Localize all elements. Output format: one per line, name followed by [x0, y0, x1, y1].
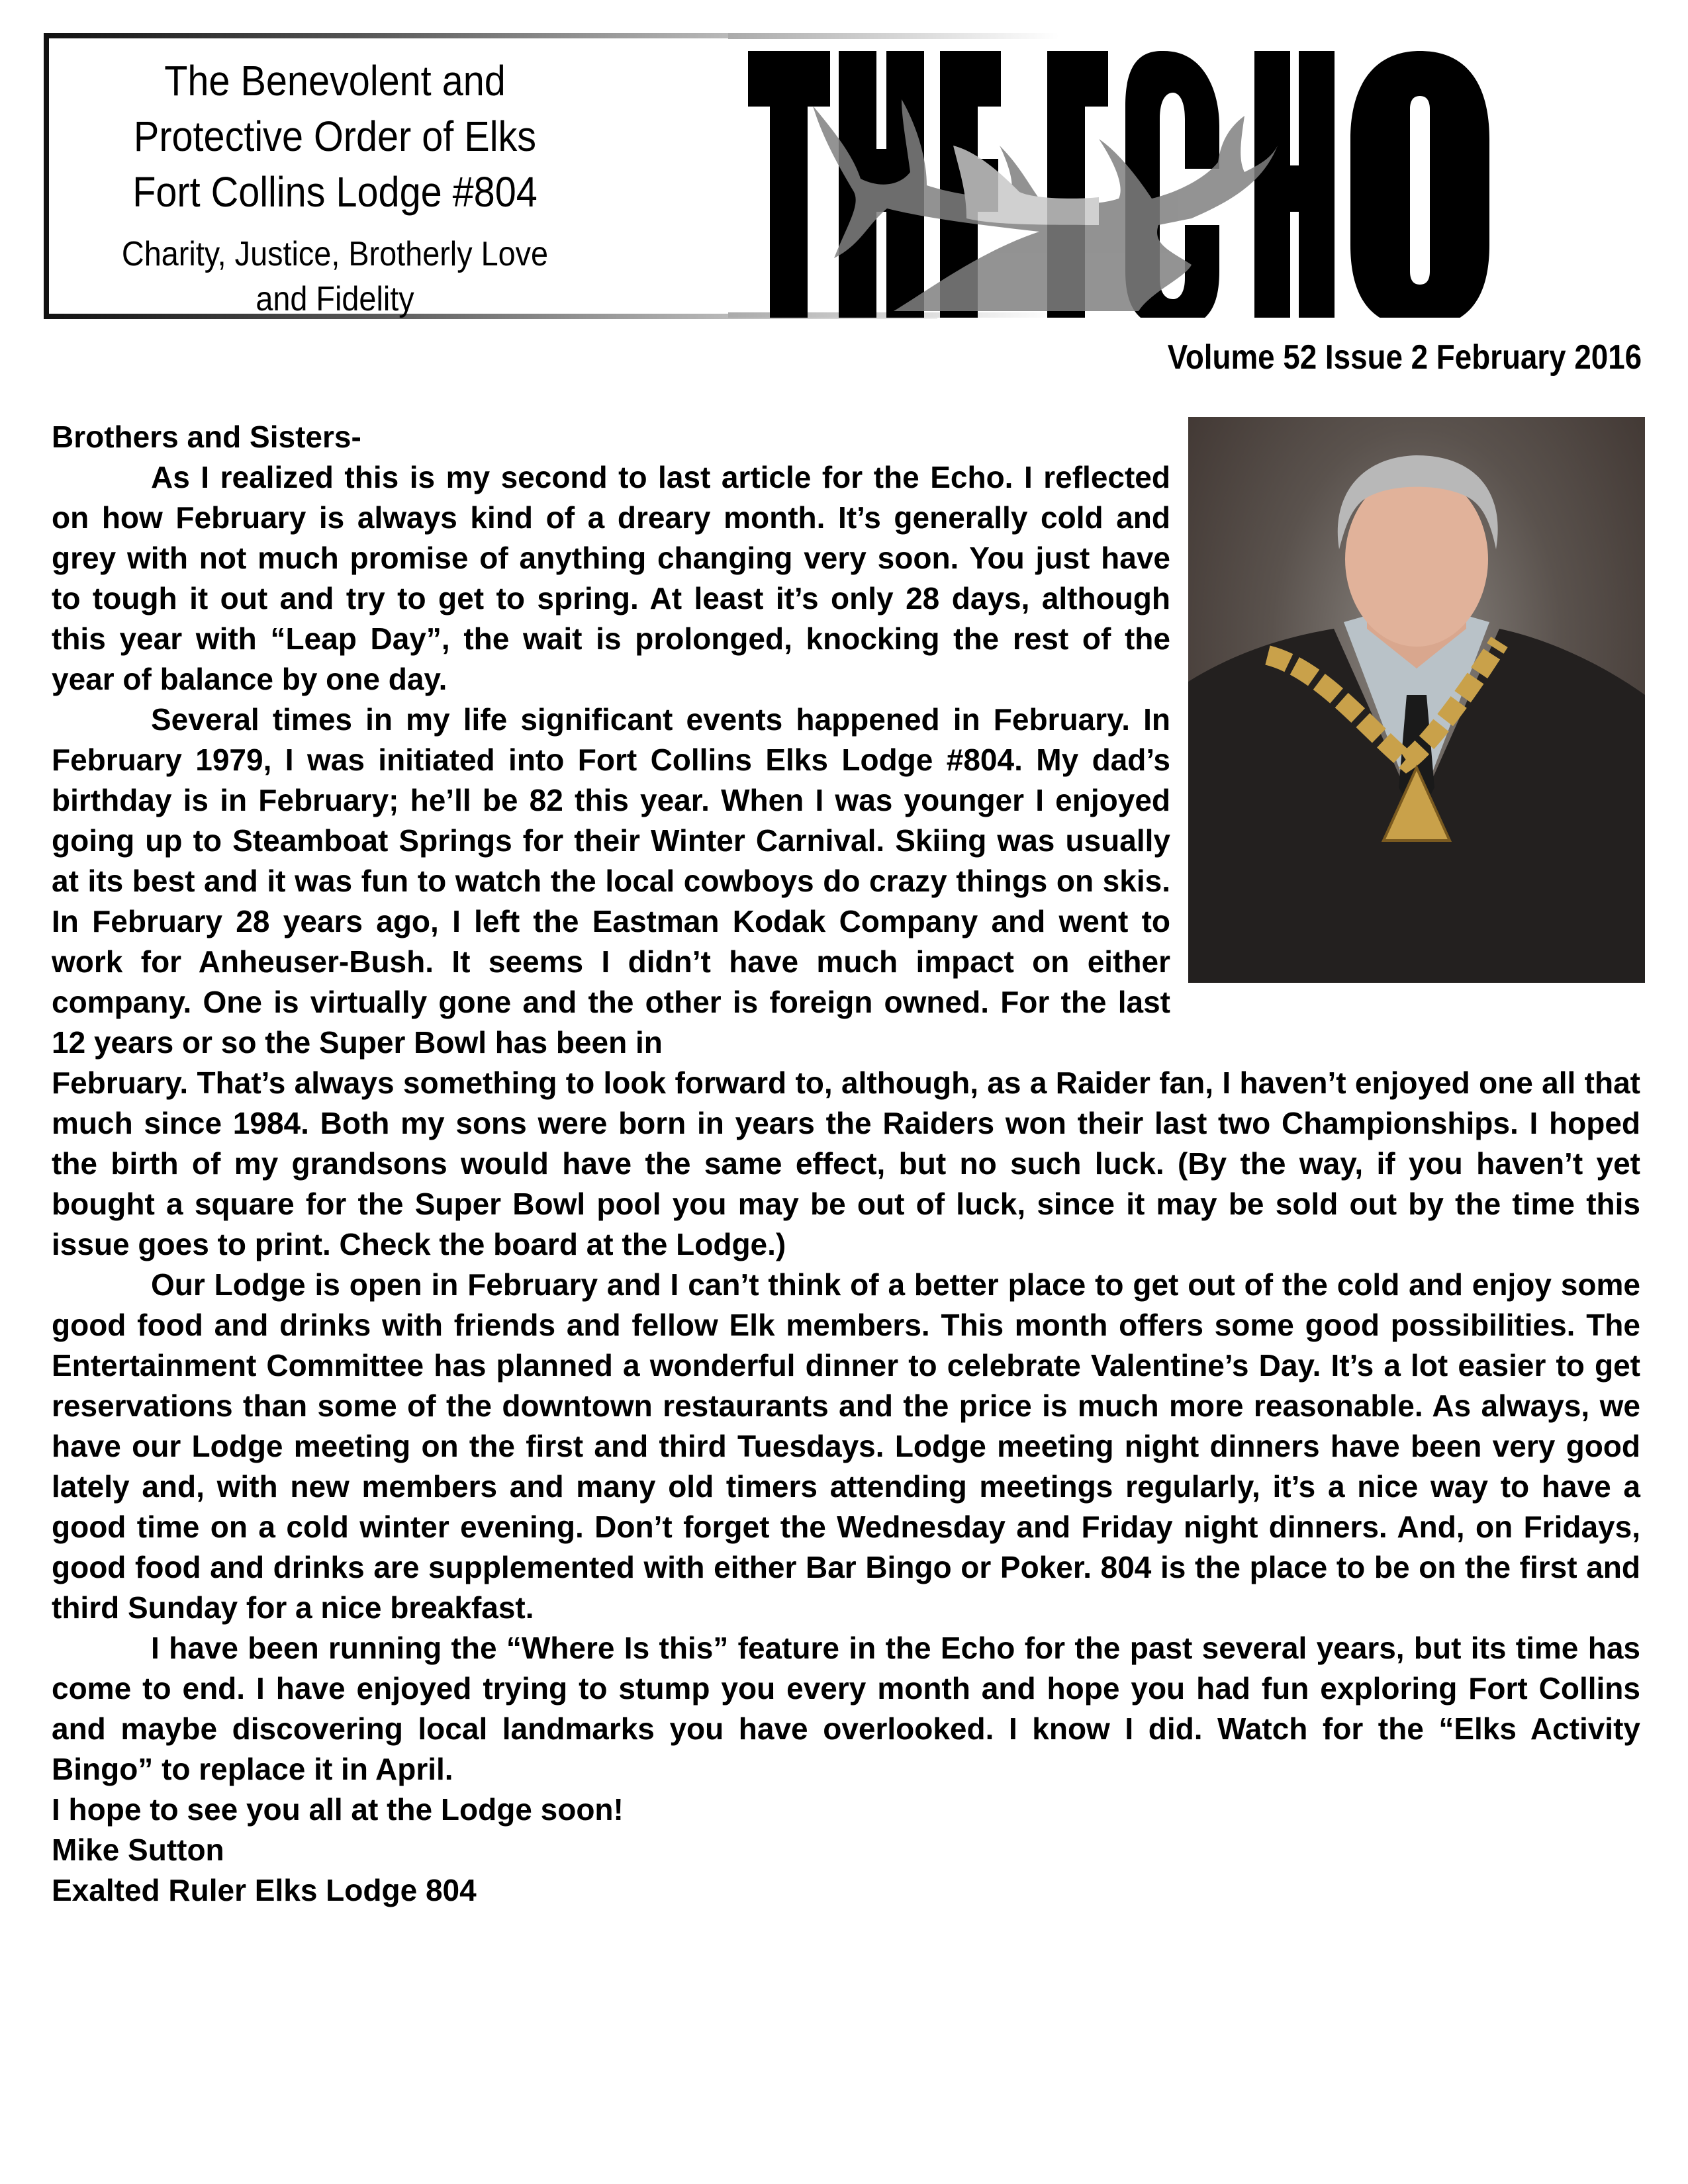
- organization-name: [44, 53, 626, 322]
- paragraph-1: As I realized this is my second to last article for the Echo. I reflected on how February is always kind of a dreary month. It’s generally cold and grey with not much promise of anything changing very soon. You just have to tough it out and try to get to spring. At least it’s only 28 days, although this year with “Leap Day”, the wait is prolonged, knocking the rest of the year of balance by one day.: [52, 460, 1170, 696]
- closing-line: I hope to see you all at the Lodge soon!: [52, 1792, 624, 1827]
- top-rule: [728, 33, 1059, 39]
- signature-title: Exalted Ruler Elks Lodge 804: [52, 1873, 477, 1907]
- paragraph-2-continued: February. That’s always something to look forward to, although, as a Raider fan, I haven’t enjoyed one all that much since 1984. Both my sons were born in years the Raiders won their last two Championships. I hoped the birth of my grandsons would have the same effect, but no such luck. (By the way, if you haven’t yet bought a square for the Super Bowl pool you may be out of luck, since it may be sold out by the time this issue goes to print. Check the board at the Lodge.): [52, 1066, 1640, 1261]
- paragraph-4: I have been running the “Where Is this” feature in the Echo for the past several years, but its time has come to end. I have enjoyed trying to stump you every month and hope you had fun exploring Fort Collins and maybe discovering local landmarks you have overlooked. I know I did. Watch for the “Elks Activity Bingo” to replace it in April.: [52, 1631, 1640, 1786]
- org-line-3: Fort Collins Lodge #804: [132, 168, 538, 216]
- motto-line-2: and Fidelity: [256, 280, 414, 318]
- org-line-1: The Benevolent and: [164, 57, 506, 105]
- issue-info: Volume 52 Issue 2 February 2016: [1167, 338, 1642, 377]
- paragraph-3: Our Lodge is open in February and I can’t think of a better place to get out of the cold and enjoy some good food and drinks with friends and fellow Elk members. This month offers some good possibilities. The Entertainment Committee has planned a wonderful dinner to celebrate Valentine’s Day. It’s a lot easier to get reservations than some of the downtown restaurants and the price is much more reasonable. As always, we have our Lodge meeting on the first and third Tuesdays. Lodge meeting night dinners have been very good lately and, with new members and many old timers attending meetings regularly, it’s a nice way to have a good time on a cold winter evening. Don’t forget the Wednesday and Friday night dinners. And, on Fridays, good food and drinks are supplemented with either Bar Bingo or Poker. 804 is the place to be on the first and third Sunday for a nice breakfast.: [52, 1267, 1640, 1625]
- salutation: Brothers and Sisters-: [52, 420, 361, 454]
- article-body: [52, 417, 1640, 1911]
- org-line-2: Protective Order of Elks: [133, 113, 537, 160]
- motto-line-1: Charity, Justice, Brotherly Love: [121, 235, 549, 273]
- masthead-logo: [728, 26, 1655, 318]
- signature-name: Mike Sutton: [52, 1833, 224, 1867]
- paragraph-2-intro: Several times in my life significant events happened in February. In February 1979, I was initiated into Fort Collins Elks Lodge #804. My dad’s birthday is in February; he’ll be 82 this year. When I was younger I enjoyed going up to Steamboat Springs for their Winter Carnival. Skiing was usually at its best and it was fun to watch the local cowboys do crazy things on skis. In February 28 years ago, I left the Eastman Kodak Company and went to work for Anheuser-Bush. It seems I didn’t have much impact on either company. One is virtually gone and the other is foreign owned. For the last 12 years or so the Super Bowl has been in: [52, 702, 1170, 1060]
- the-echo-logo: [728, 26, 1655, 318]
